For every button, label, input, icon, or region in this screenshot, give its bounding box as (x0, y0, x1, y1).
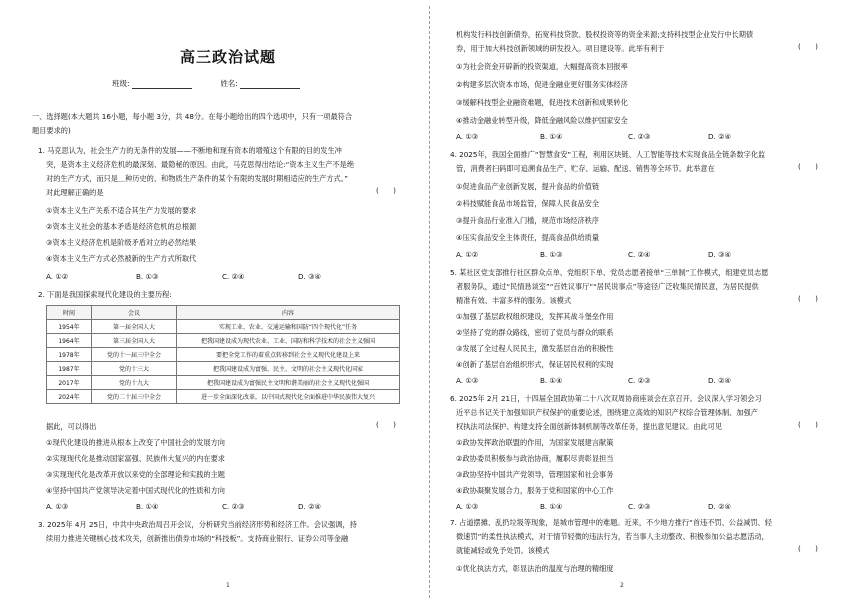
q6-answer-bracket[interactable]: ( ) (798, 420, 818, 429)
q1-stem: 1. 马克思认为，社会生产力的无条件的发展——不断地和现有资本的增殖这个有限的目的发生冲 (38, 146, 342, 155)
q2-option: ④坚持中国共产党领导决定着中国式现代化的性质和方向 (46, 486, 225, 495)
q2-choice-c[interactable]: C. ②③ (222, 502, 245, 511)
name-label: 姓名: (220, 79, 238, 88)
q2-stem: 2. 下面是我国探索现代化建设的主要历程: (38, 290, 172, 299)
q6-stem: 权执法司法保护、构建支持全面创新体制机制等改革任务，提出意见建议。由此可见 (456, 422, 722, 431)
q3-choice-c[interactable]: C. ②③ (628, 132, 651, 141)
table-cell: 把我国建设成为富强、民主、文明的社会主义现代化国家 (177, 362, 400, 376)
table-cell: 党的二十届三中全会 (92, 390, 177, 404)
table-cell: 1978年 (47, 348, 92, 362)
q3-stem: 续用力推进关键核心技术攻关，创新推出债券市场的“科技板”。支持商业银行、证券公司等金融 (46, 534, 349, 543)
table-cell: 1964年 (47, 334, 92, 348)
table-cell: 1954年 (47, 320, 92, 334)
table-cell: 第三届全国人大 (92, 334, 177, 348)
q3-choice-d[interactable]: D. ②④ (708, 132, 731, 141)
class-name-line (112, 78, 326, 89)
page-left (0, 0, 428, 604)
q1-stem: 对此理解正确的是 (46, 188, 104, 197)
table-cell: 第一届全国人大 (92, 320, 177, 334)
table-cell: 党的十一届三中全会 (92, 348, 177, 362)
q5-stem: 5. 某社区党支部推行社区群众点单、党组织下单、党员志愿者接单“三单制”工作模式，组建党员志愿 (450, 268, 769, 277)
q6-option: ②政协委员积极参与政治协商，履职尽责彰显担当 (456, 454, 614, 463)
q5-choice-c[interactable]: C. ②③ (628, 376, 651, 385)
q3-choice-b[interactable]: B. ①④ (540, 132, 563, 141)
q4-option: ④压实食品安全主体责任，提高食品供给质量 (456, 233, 600, 242)
q1-option: ④资本主义生产方式必然被新的生产方式所取代 (46, 254, 197, 263)
q3-option: ③缓解科技型企业融资难题，促进技术创新和成果转化 (456, 98, 628, 107)
table-cell: 要把全党工作的着重点转移到社会主义现代化建设上来 (177, 348, 400, 362)
q6-choice-a[interactable]: A. ①③ (456, 502, 479, 511)
q3-stem: 券，用于加大科技创新领域的研发投入。项目建设等。此举有利于 (456, 44, 665, 53)
q3-choice-a[interactable]: A. ①③ (456, 132, 479, 141)
q6-choice-c[interactable]: C. ②③ (628, 502, 651, 511)
q4-choice-d[interactable]: D. ③④ (708, 250, 731, 259)
section-heading-cont: 题目要求的) (32, 126, 71, 135)
table-header: 会议 (92, 306, 177, 320)
table-cell: 2017年 (47, 376, 92, 390)
q1-option: ①资本主义生产关系不适合其生产力发展的要求 (46, 206, 197, 215)
q6-option: ③政协坚持中国共产党领导，管理国家和社会事务 (456, 470, 614, 479)
page-number: 1 (226, 582, 230, 589)
q2-choice-a[interactable]: A. ①③ (46, 502, 69, 511)
table-row (47, 362, 400, 376)
q4-choice-b[interactable]: B. ①③ (540, 250, 563, 259)
q3-stem: 3. 2025年 4月 25日，中共中央政治局召开会议，分析研究当前经济形势和经济工作。会议强调，持 (38, 520, 357, 529)
q3-option: ④推动金融业转型升级，降低金融风险以维护国家安全 (456, 116, 628, 125)
class-label: 班级: (112, 79, 130, 88)
q6-choice-d[interactable]: D. ②④ (708, 502, 731, 511)
table-cell: 把我国建设成为现代农业、工业、国防和科学技术的社会主义强国 (177, 334, 400, 348)
q1-stem: 对的生产方式，而只是＿种历史的、和物质生产条件的某个有限的发展时期相适应的生产方式。” (46, 174, 349, 183)
q4-option: ③提升食品行业准入门槛，规范市场经济秩序 (456, 216, 600, 225)
history-table (46, 305, 400, 404)
q7-stem: 就能减轻或免予处罚。该模式 (456, 546, 550, 555)
table-cell: 1987年 (47, 362, 92, 376)
q2-choice-d[interactable]: D. ②④ (298, 502, 321, 511)
q5-option: ③发展了全过程人民民主，激发基层自治的积极性 (456, 344, 614, 353)
q5-choice-d[interactable]: D. ②④ (708, 376, 731, 385)
q2-answer-bracket[interactable]: ( ) (376, 420, 396, 429)
table-header: 内容 (177, 306, 400, 320)
q4-answer-bracket[interactable]: ( ) (798, 162, 818, 171)
q5-stem: 精准有效、丰富多样的服务。该模式 (456, 296, 572, 305)
page-right (432, 0, 860, 604)
q1-choice-b[interactable]: B. ①③ (136, 272, 159, 281)
table-cell: 把我国建设成为富强民主文明和谐美丽的社会主义现代化强国 (177, 376, 400, 390)
q2-choice-b[interactable]: B. ①④ (136, 502, 159, 511)
q2-option: ③实现现代化是改革开放以来党的全部理论和实践的主题 (46, 470, 225, 479)
table-row (47, 320, 400, 334)
q5-answer-bracket[interactable]: ( ) (798, 294, 818, 303)
q4-option: ②科技赋能食品市场监管，保障人民食品安全 (456, 199, 600, 208)
q6-choice-b[interactable]: B. ①④ (540, 502, 563, 511)
q3-option: ①为社会资金开辟新的投资渠道，大幅提高资本回报率 (456, 62, 628, 71)
q5-stem: 者服务队，通过“民情恳谈室”“百姓议事厅”“居民说事点”等途径广泛收集民情民意，为居民提供 (456, 282, 759, 291)
page-divider (429, 6, 430, 598)
class-blank[interactable] (132, 80, 192, 89)
table-row (47, 334, 400, 348)
name-blank[interactable] (240, 80, 300, 89)
table-cell: 实现工业、农业、交通运输和国防“四个现代化”任务 (177, 320, 400, 334)
section-heading: 一、选择题(本大题共 16小题，每小题 3分，共 48分。在每小题给出的四个选项中，只有一项最符合 (32, 112, 353, 121)
q7-stem: 7. 占道摆摊、乱扔垃圾等现象，是城市管理中的难题。近来，不少地方推行“首违不罚、公益减罚、轻 (450, 518, 772, 527)
q2-option: ②实现现代化是推动国家富强、民族伟大复兴的内在要求 (46, 454, 225, 463)
q7-answer-bracket[interactable]: ( ) (798, 544, 818, 553)
table-row (47, 376, 400, 390)
q4-option: ①促进食品产业创新发展，提升食品的价值链 (456, 182, 600, 191)
q3-stem: 机构发行科技创新债券，拓宽科技贷款、股权投资等的资金来源;支持科技型企业发行中长期债 (456, 30, 754, 39)
q5-option: ①加强了基层政权组织建设，发挥其战斗堡垒作用 (456, 312, 614, 321)
q6-option: ④政协凝聚发展合力，服务于党和国家的中心工作 (456, 486, 614, 495)
q5-option: ④创新了基层自治组织形式，保证居民权利的实现 (456, 360, 614, 369)
q1-answer-bracket[interactable]: ( ) (376, 186, 396, 195)
q1-choice-a[interactable]: A. ①② (46, 272, 69, 281)
q1-choice-d[interactable]: D. ③④ (298, 272, 321, 281)
q4-choice-c[interactable]: C. ②④ (628, 250, 651, 259)
q5-choice-b[interactable]: B. ①④ (540, 376, 563, 385)
q7-option: ①优化执法方式，彰显法治的温度与治理的精细度 (456, 564, 614, 573)
table-cell: 进一步全面深化改革，以中国式现代化全面推进中华民族伟大复兴 (177, 390, 400, 404)
q6-option: ①政协发挥政治联盟的作用，为国家发展建言献策 (456, 438, 614, 447)
q2-option: ①现代化建设的推进从根本上改变了中国社会的发展方向 (46, 438, 225, 447)
table-header-row (47, 306, 400, 320)
q4-choice-a[interactable]: A. ①② (456, 250, 479, 259)
q6-stem: 近平总书记关于加强知识产权保护的重要论述，围绕建立高效的知识产权综合管理体制、加强产 (456, 408, 758, 417)
table-header: 时间 (47, 306, 92, 320)
table-row (47, 348, 400, 362)
q1-option: ③资本主义经济危机是阶级矛盾对立的必然结果 (46, 238, 197, 247)
table-cell: 党的十九大 (92, 376, 177, 390)
table-row (47, 390, 400, 404)
q7-stem: 微速罚”的柔性执法模式，对于情节轻微的违法行为，若当事人主动整改、积极参加公益志愿活动， (456, 532, 769, 541)
q2-stem: 据此，可以得出 (46, 422, 97, 431)
q1-stem: 突，是资本主义经济危机的最深刻、最隐秘的原因。由此，马克思得出结论:“资本主义生产不是绝 (46, 160, 355, 169)
q3-answer-bracket[interactable]: ( ) (798, 42, 818, 51)
table-cell: 2024年 (47, 390, 92, 404)
page-title: 高三政治试题 (180, 48, 277, 66)
q4-stem: 4. 2025年，我国全面推广“智慧食安”工程，利用区块链、人工智能等技术实现食品全链条数字化监 (450, 150, 766, 159)
q3-option: ②构建多层次资本市场，促进金融业更好服务实体经济 (456, 80, 628, 89)
q5-option: ②坚持了党的群众路线，密切了党员与群众的联系 (456, 328, 614, 337)
q4-stem: 管，消费者扫码即可追溯食品生产、贮存、运输、配送、销售等全环节。此举意在 (456, 164, 715, 173)
table-cell: 党的十三大 (92, 362, 177, 376)
page-number: 2 (620, 582, 624, 589)
q1-option: ②资本主义社会的基本矛盾是经济危机的总根源 (46, 222, 197, 231)
q5-choice-a[interactable]: A. ①③ (456, 376, 479, 385)
q6-stem: 6. 2025年 2月 21日，十四届全国政协第二十八次双周协商座谈会在京召开。会议深入学习领会习 (450, 394, 762, 403)
q1-choice-c[interactable]: C. ②④ (222, 272, 245, 281)
